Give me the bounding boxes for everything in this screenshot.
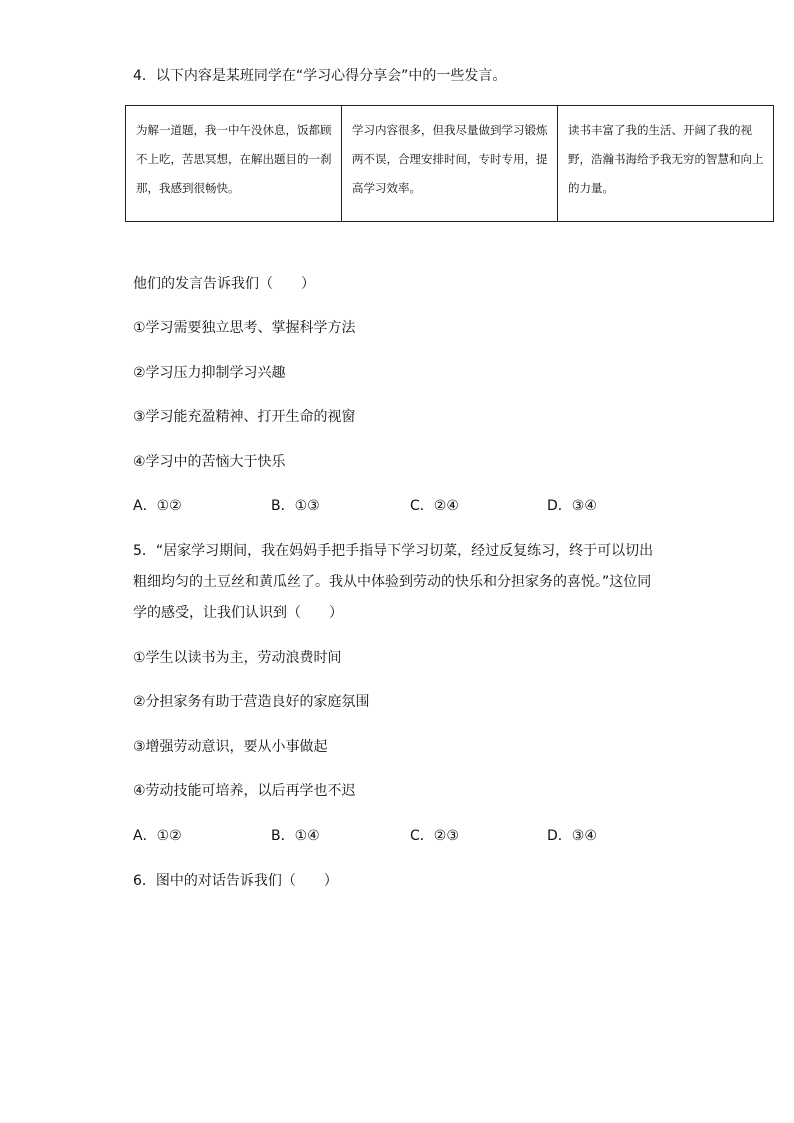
question-5-item-1: ①学生以读书为主，劳动浪费时间 [133, 650, 342, 666]
option-b[interactable]: B．①④ [271, 828, 320, 844]
question-4-item-1: ①学习需要独立思考、掌握科学方法 [133, 320, 356, 336]
question-5-item-3: ③增强劳动意识，要从小事做起 [133, 739, 328, 755]
statements-table [125, 105, 774, 222]
statement-cell-3: 读书丰富了我的生活、开阔了我的视野，浩瀚书海给予我无穷的智慧和向上的力量。 [557, 106, 773, 221]
statement-cell-2: 学习内容很多，但我尽量做到学习锻炼两不误，合理安排时间，专时专用，提高学习效率。 [341, 106, 557, 221]
option-c[interactable]: C．②③ [410, 828, 459, 844]
question-5-stem-line-2: 粗细均匀的土豆丝和黄瓜丝了。我从中体验到劳动的快乐和分担家务的喜悦。”这位同 [133, 574, 652, 590]
question-5-stem-line-3: 学的感受，让我们认识到（ ） [133, 605, 343, 621]
question-4-item-4: ④学习中的苦恼大于快乐 [133, 454, 286, 470]
statement-cell-1: 为解一道题，我一中午没休息，饭都顾不上吃，苦思冥想，在解出题目的一刹那，我感到很畅快。 [136, 123, 332, 195]
question-4-stem: 4．以下内容是某班同学在“学习心得分享会”中的一些发言。 [133, 68, 507, 84]
question-6-stem: 6．图中的对话告诉我们（ ） [133, 873, 338, 889]
question-4-item-2: ②学习压力抑制学习兴趣 [133, 365, 286, 381]
option-d[interactable]: D．③④ [547, 498, 597, 514]
question-4-item-3: ③学习能充盈精神、打开生命的视窗 [133, 409, 356, 425]
question-5-stem-line-1: 5．“居家学习期间，我在妈妈手把手指导下学习切菜，经过反复练习，终于可以切出 [133, 543, 654, 559]
option-a[interactable]: A．①② [133, 828, 182, 844]
question-4-prompt: 他们的发言告诉我们（ ） [133, 276, 315, 292]
option-a[interactable]: A．①② [133, 498, 182, 514]
option-b[interactable]: B．①③ [271, 498, 320, 514]
option-d[interactable]: D．③④ [547, 828, 597, 844]
question-5-item-4: ④劳动技能可培养，以后再学也不迟 [133, 783, 356, 799]
question-5-item-2: ②分担家务有助于营造良好的家庭氛围 [133, 694, 370, 710]
option-c[interactable]: C．②④ [410, 498, 459, 514]
